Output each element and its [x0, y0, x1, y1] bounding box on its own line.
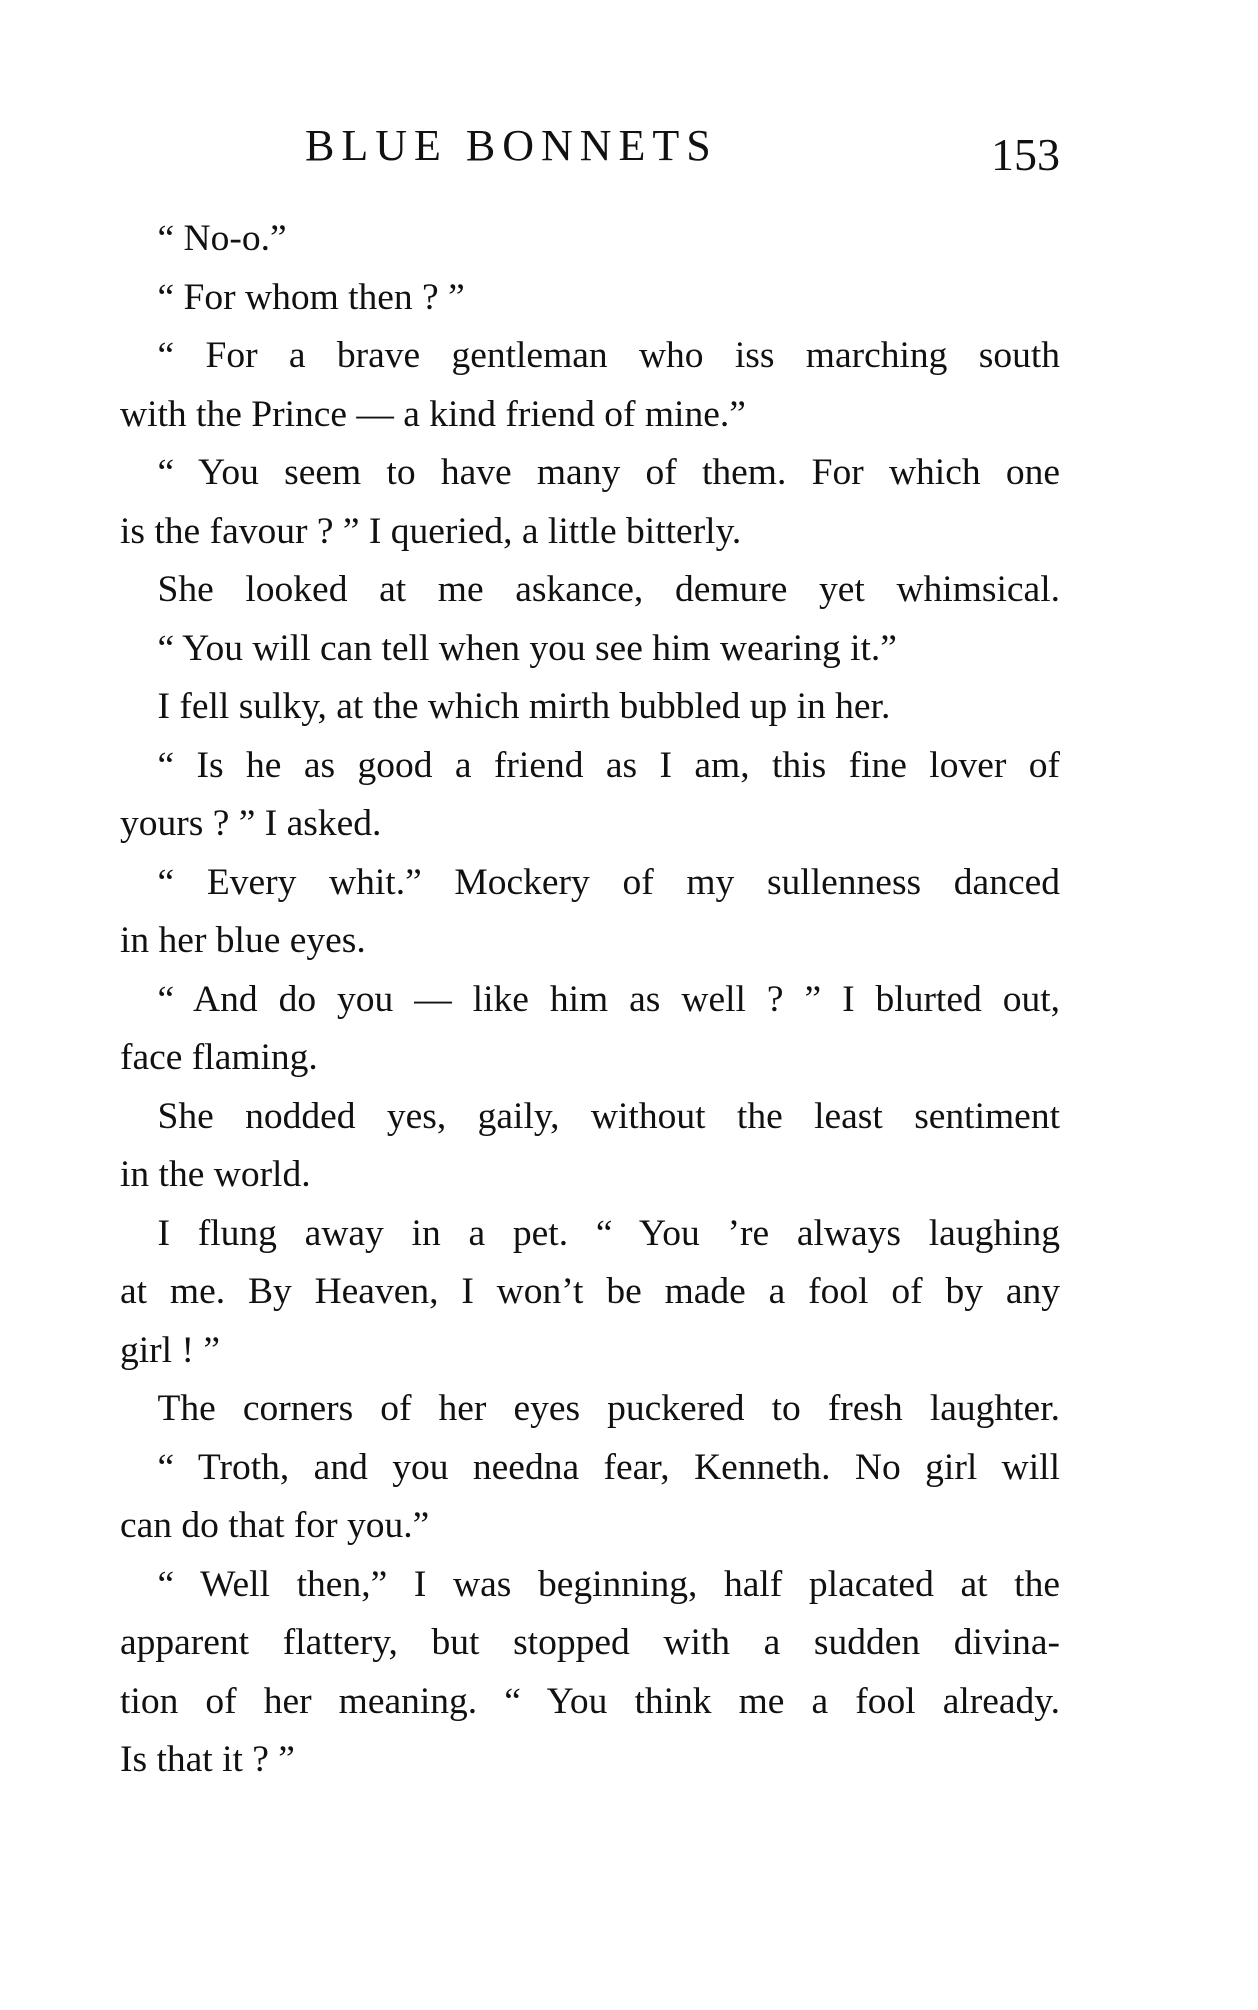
text-line: with the Prince — a kind friend of mine.”	[120, 393, 746, 435]
running-title: BLUE BONNETS	[305, 121, 718, 170]
text-line: is the favour ? ” I queried, a little bitterly.	[120, 510, 742, 552]
text-line: yours ? ” I asked.	[120, 803, 382, 844]
text-line: “ Troth, and you needna fear, Kenneth. No girl will	[157, 1446, 1060, 1488]
text-line: “ Is he as good a friend as I am, this fine lover of	[157, 744, 1060, 786]
text-line: in the world.	[120, 1154, 311, 1195]
text-line: in her blue eyes.	[120, 920, 366, 961]
text-line: can do that for you.”	[120, 1505, 430, 1546]
text-line: girl ! ”	[120, 1329, 220, 1371]
text-line: She nodded yes, gaily, without the least sentiment	[157, 1095, 1060, 1137]
text-line: The corners of her eyes puckered to fresh laughter.	[157, 1388, 1060, 1429]
text-line: I flung away in a pet. “ You ’re always laughing	[157, 1212, 1060, 1254]
text-line: She looked at me askance, demure yet whimsical.	[157, 569, 1060, 610]
text-line: I fell sulky, at the which mirth bubbled up in her.	[157, 686, 891, 727]
page-header	[120, 120, 1060, 180]
text-line: apparent flattery, but stopped with a sudden divina-	[120, 1622, 1060, 1663]
text-line: “ Well then,” I was beginning, half placated at the	[157, 1563, 1060, 1605]
text-line: “ Every whit.” Mockery of my sullenness danced	[157, 861, 1060, 903]
text-line: face flaming.	[120, 1037, 318, 1078]
text-line: Is that it ? ”	[120, 1739, 295, 1780]
text-line: “ For whom then ? ”	[157, 276, 465, 318]
text-line: “ And do you — like him as well ? ” I blurted out,	[157, 978, 1060, 1020]
text-line: “ No-o.”	[157, 218, 287, 259]
text-line: “ You seem to have many of them. For which one	[157, 452, 1060, 493]
text-line: at me. By Heaven, I won’t be made a fool of by any	[120, 1271, 1060, 1312]
page-body	[120, 210, 1060, 1790]
page-number: 153	[991, 129, 1060, 180]
text-line: “ For a brave gentleman who iss marching south	[157, 335, 1060, 376]
text-line: “ You will can tell when you see him wearing it.”	[157, 627, 897, 669]
text-line: tion of her meaning. “ You think me a fool already.	[120, 1680, 1060, 1722]
